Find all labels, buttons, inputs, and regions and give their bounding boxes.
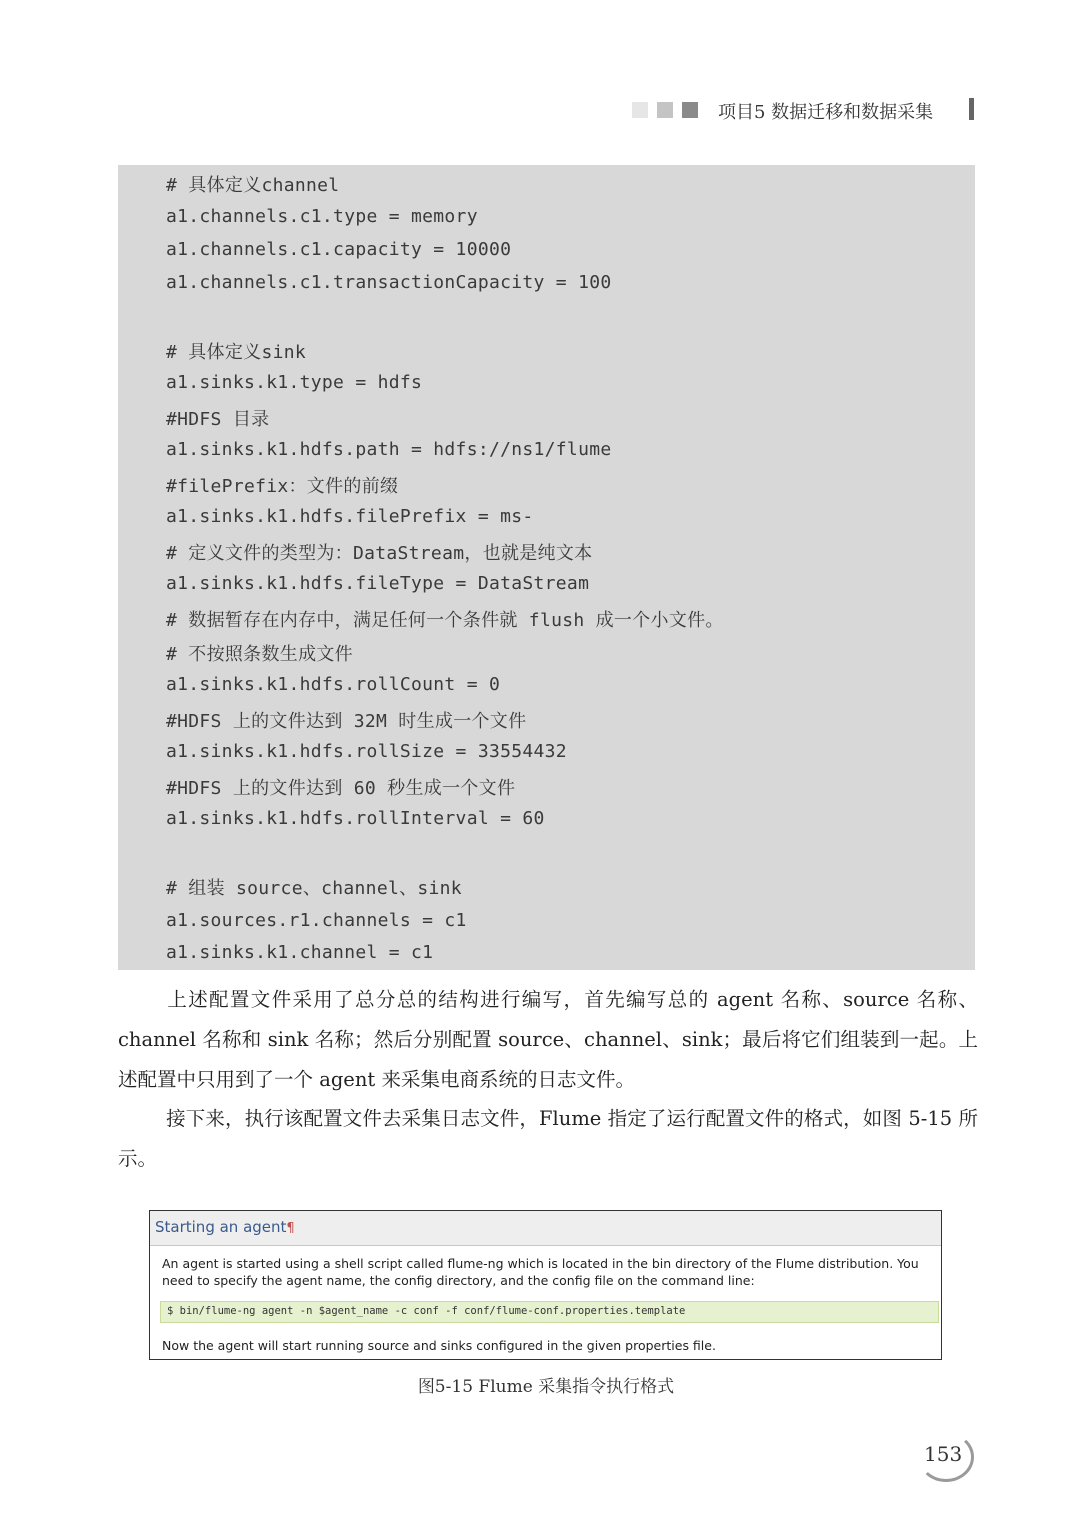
code-line: # 数据暂存在内存中，满足任何一个条件就 flush 成一个小文件。 xyxy=(166,610,724,631)
header-square-medium xyxy=(657,102,673,118)
code-line: a1.sinks.k1.hdfs.rollSize = 33554432 xyxy=(166,741,567,762)
header-square-light xyxy=(632,102,648,118)
code-line: #filePrefix：文件的前缀 xyxy=(166,476,399,497)
code-line: #HDFS 目录 xyxy=(166,409,270,430)
code-line: #HDFS 上的文件达到 32M 时生成一个文件 xyxy=(166,711,527,732)
figure-command-box xyxy=(160,1301,939,1323)
paragraph-text: 上述配置文件采用了总分总的结构进行编写，首先编写总的 agent 名称、source 名称、channel 名称和 sink 名称；然后分别配置 source、channel、sink；最后将它们组装到一起。上述配置中只用到了一个 agent 来采集电商系统的日志文件。 xyxy=(118,988,978,1091)
figure-caption: 图5-15 Flume 采集指令执行格式 xyxy=(417,1377,675,1397)
figure-header xyxy=(150,1211,941,1246)
code-line: # 组装 source、channel、sink xyxy=(166,878,462,899)
code-line: a1.sinks.k1.type = hdfs xyxy=(166,372,423,393)
paragraph-text: 接下来，执行该配置文件去采集日志文件，Flume 指定了运行配置文件的格式，如图 5-15 所示。 xyxy=(118,1107,978,1170)
figure-command: $ bin/flume-ng agent -n $agent_name -c conf -f conf/flume-conf.properties.template xyxy=(167,1305,686,1317)
code-line: a1.sinks.k1.channel = c1 xyxy=(166,942,434,963)
figure-intro: An agent is started using a shell script called flume-ng which is located in the bin directory of the Flume distribution. You need to specify the agent name, the config directory, and the config file on the command line: xyxy=(162,1256,919,1288)
figure-title-text: Starting an agent xyxy=(155,1218,287,1236)
code-line: a1.channels.c1.transactionCapacity = 100 xyxy=(166,272,612,293)
code-line: # 具体定义channel xyxy=(166,175,340,196)
page-number-text: 153 xyxy=(924,1442,963,1466)
code-line: a1.sinks.k1.hdfs.rollCount = 0 xyxy=(166,674,501,695)
figure-title xyxy=(155,1218,295,1236)
header-square-dark xyxy=(682,102,698,118)
code-line: # 具体定义sink xyxy=(166,342,307,363)
code-line: a1.sinks.k1.hdfs.filePrefix = ms- xyxy=(166,506,534,527)
figure-outro: Now the agent will start running source and sinks configured in the given properties file. xyxy=(162,1338,716,1353)
header-bar xyxy=(969,98,974,120)
pilcrow-icon: ¶ xyxy=(286,1221,295,1236)
code-line: a1.sinks.k1.hdfs.path = hdfs://ns1/flume xyxy=(166,439,612,460)
page-number xyxy=(918,1432,980,1486)
code-line: # 定义文件的类型为：DataStream，也就是纯文本 xyxy=(166,543,593,564)
code-block xyxy=(118,165,975,970)
code-line: a1.channels.c1.capacity = 10000 xyxy=(166,239,512,260)
code-line: # 不按照条数生成文件 xyxy=(166,644,353,665)
figure-screenshot xyxy=(149,1210,942,1360)
code-line: a1.sinks.k1.hdfs.fileType = DataStream xyxy=(166,573,590,594)
code-line: a1.channels.c1.type = memory xyxy=(166,206,478,227)
code-line: a1.sinks.k1.hdfs.rollInterval = 60 xyxy=(166,808,545,829)
code-line: #HDFS 上的文件达到 60 秒生成一个文件 xyxy=(166,778,516,799)
body-paragraph xyxy=(118,980,978,1100)
running-header xyxy=(632,96,978,126)
code-line: a1.sources.r1.channels = c1 xyxy=(166,910,467,931)
header-title: 项目5 数据迁移和数据采集 xyxy=(718,102,934,123)
body-paragraph xyxy=(118,1099,978,1179)
